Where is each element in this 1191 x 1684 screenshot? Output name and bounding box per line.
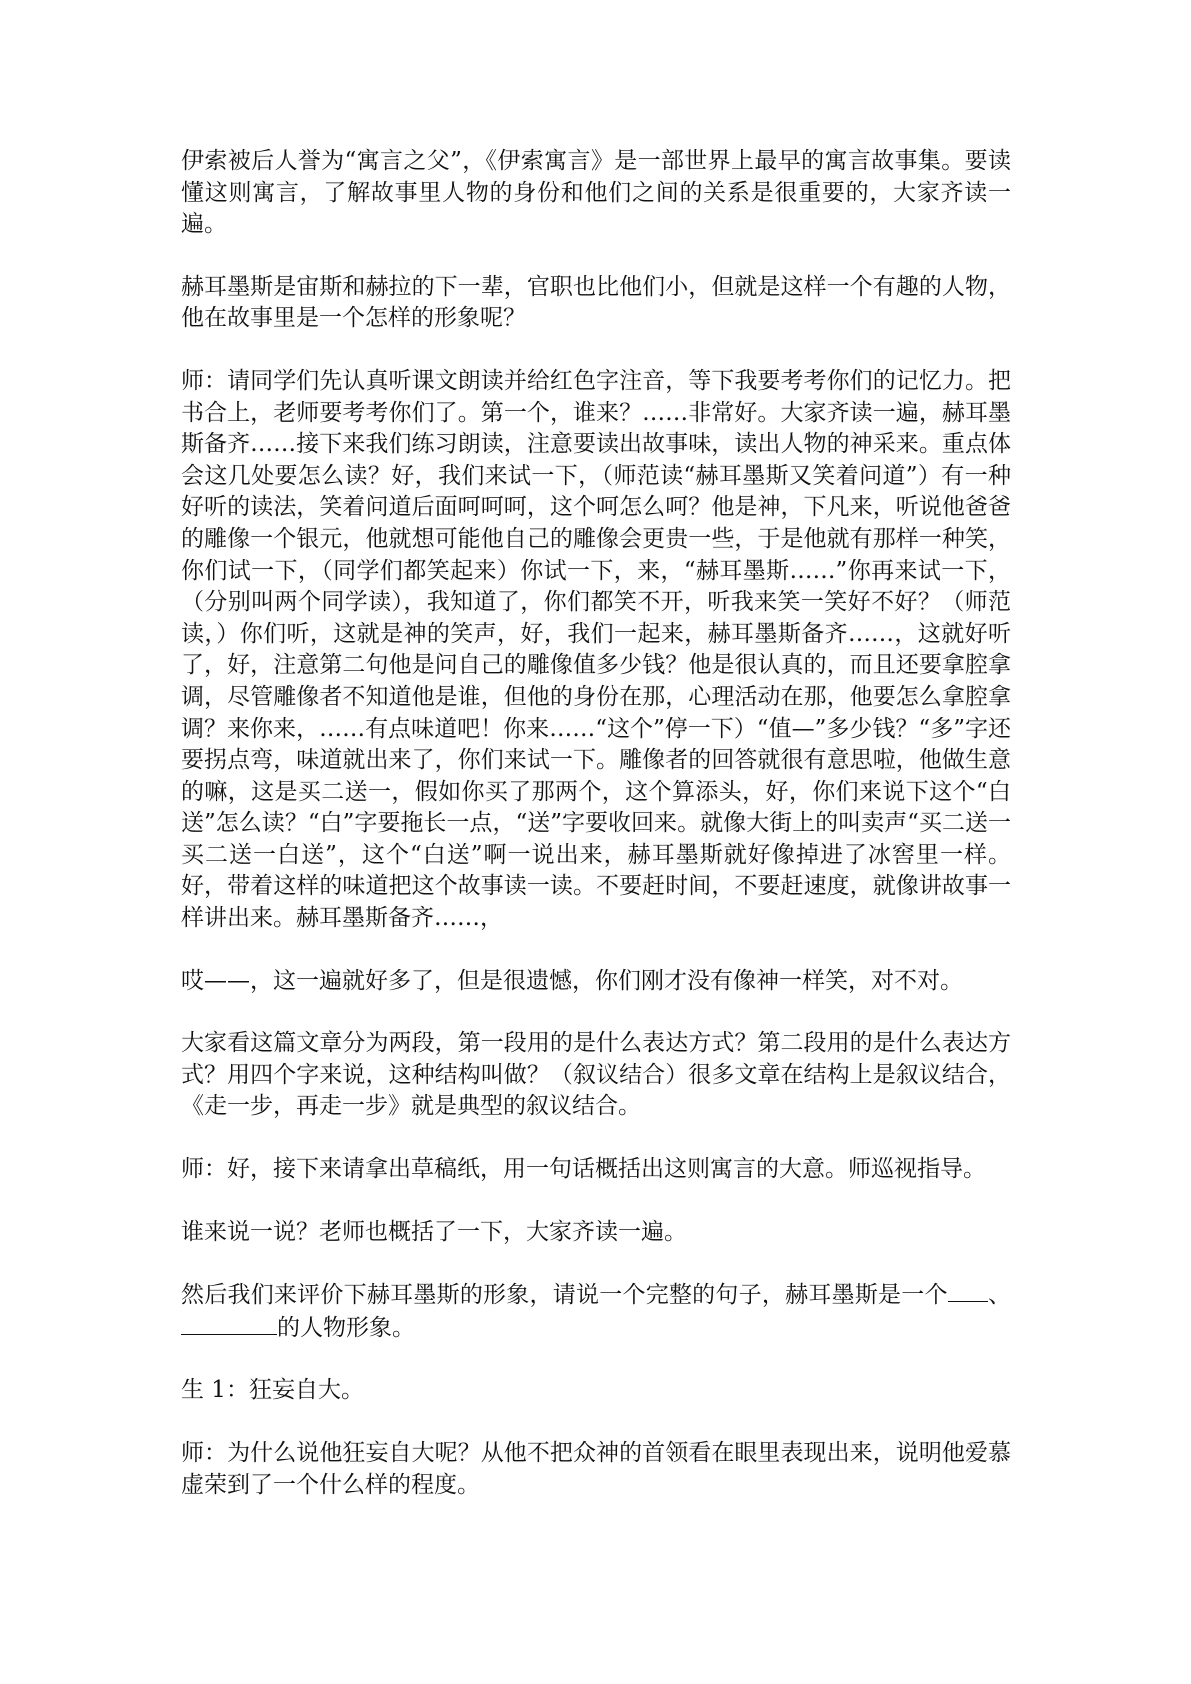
paragraph-reaction: 哎——，这一遍就好多了，但是很遗憾，你们刚才没有像神一样笑，对不对。	[181, 967, 963, 994]
paragraph-structure: 大家看这篇文章分为两段，第一段用的是什么表达方式？第二段用的是什么表达方式？用四个字来说，这种结构叫做？（叙议结合）很多文章在结构上是叙议结合，《走一步，再走一步》就是典型的叙议结合。	[181, 1030, 1011, 1120]
fill-in-suffix: 的人物形象。	[277, 1314, 415, 1341]
fill-in-separator: 、	[987, 1282, 1012, 1309]
paragraph-reading-practice: 师：请同学们先认真听课文朗读并给红色字注音，等下我要考考你们的记忆力。把书合上，老师要考考你们了。第一个，谁来？……非常好。大家齐读一遍，赫耳墨斯备齐……接下来我们练习朗读，注意要读出故事味，读出人物的神采来。重点体会这几处要怎么读？好，我们来试一下，（师范读“赫耳墨斯又笑着问道”）有一种好听的读法，笑着问道后面呵呵呵，这个呵怎么呵？他是神，下凡来，听说他爸爸的雕像一个银元，他就想可能他自己的雕像会更贵一些，于是他就有那样一种笑，你们试一下，（同学们都笑起来）你试一下，来，“赫耳墨斯……”你再来试一下，（分别叫两个同学读），我知道了，你们都笑不开，听我来笑一笑好不好？（师范读，）你们听，这就是神的笑声，好，我们一起来，赫耳墨斯备齐……，这就好听了，好，注意第二句他是问自己的雕像值多少钱？他是很认真的，而且还要拿腔拿调，尽管雕像者不知道他是谁，但他的身份在那，心理活动在那，他要怎么拿腔拿调？来你来，……有点味道吧！你来……“这个”停一下）“值—”多少钱？“多”字还要拐点弯，味道就出来了，你们来试一下。雕像者的回答就很有意思啦，他做生意的嘛，这是买二送一，假如你买了那两个，这个算添头，好，你们来说下这个“白送”怎么读？“白”字要拖长一点，“送”字要收回来。就像大街上的叫卖声“买二送一买二送一白送”，这个“白送”啊一说出来，赫耳墨斯就好像掉进了冰窖里一样。好，带着这样的味道把这个故事读一读。不要赶时间，不要赶速度，就像讲故事一样讲出来。赫耳墨斯备齐……，	[181, 367, 1011, 932]
fill-in-blank-2	[181, 1312, 277, 1335]
paragraph-teacher-reply: 师：为什么说他狂妄自大呢？从他不把众神的首领看在眼里表现出来，说明他爱慕虚荣到了一个什么样的程度。	[181, 1440, 1011, 1498]
paragraph-fill-in	[181, 1279, 1011, 1344]
fill-in-prefix: 然后我们来评价下赫耳墨斯的形象，请说一个完整的句子，赫耳墨斯是一个	[181, 1282, 948, 1309]
paragraph-hermes-identity: 赫耳墨斯是宙斯和赫拉的下一辈，官职也比他们小，但就是这样一个有趣的人物，他在故事里是一个怎样的形象呢？	[181, 273, 1011, 332]
fill-in-blank-1	[948, 1279, 988, 1302]
paragraph-student-answer: 生 1：狂妄自大。	[181, 1377, 364, 1404]
paragraph-group-reading: 谁来说一说？老师也概括了一下，大家齐读一遍。	[181, 1218, 687, 1245]
document-body	[181, 146, 1011, 1532]
paragraph-intro: 伊索被后人誉为“寓言之父”，《伊索寓言》是一部世界上最早的寓言故事集。要读懂这则寓言，了解故事里人物的身份和他们之间的关系是很重要的，大家齐读一遍。	[181, 148, 1011, 238]
paragraph-summary-task: 师：好，接下来请拿出草稿纸，用一句话概括出这则寓言的大意。师巡视指导。	[181, 1156, 986, 1183]
